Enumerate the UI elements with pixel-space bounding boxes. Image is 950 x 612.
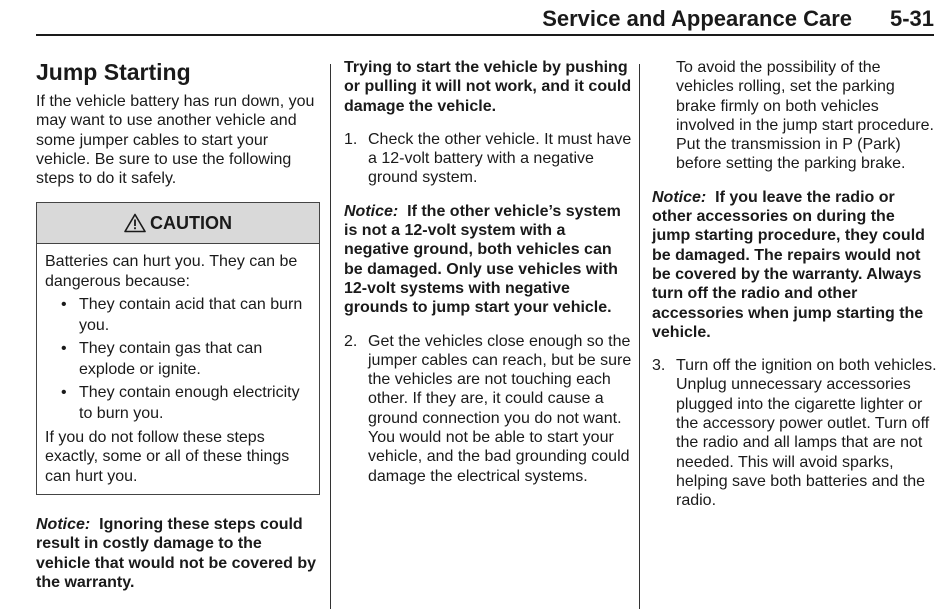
caution-bullet: • They contain acid that can burn you. (61, 296, 303, 335)
caution-title: CAUTION (150, 212, 232, 233)
notice-label: Notice: (344, 202, 399, 220)
notice-text: If the other vehicle’s system is not a 12-volt system with a negative ground, both vehicles can be damaged. Only use vehicles with 12-volt systems with negative grounds to jump start your vehicle. (344, 202, 621, 317)
step-number: 1. (344, 130, 358, 148)
notice-label: Notice: (652, 188, 707, 206)
step-2 (344, 332, 634, 486)
step-continuation: To avoid the possibility of the vehicles rolling, set the parking brake firmly on both vehicles involved in the jump start procedure. Put the transmission in P (Park) before setting the parking brake. (676, 59, 934, 173)
section-title: Service and Appearance Care (542, 6, 852, 31)
step-text: Get the vehicles close enough so the jumper cables can reach, but be sure the vehicles are not touching each other. If they are, it could cause a ground connection you do not want. You would not be able to start your vehicle, and the bad grounding could damage the electrical systems. (368, 332, 632, 485)
intro-paragraph: If the vehicle battery has run down, you may want to use another vehicle and some jumper cables to start your vehicle. Be sure to use the following steps to do it safely. (36, 93, 315, 188)
notice-label: Notice: (36, 515, 91, 533)
push-warning: Trying to start the vehicle by pushing or pulling it will not work, and it could damage the vehicle. (344, 59, 632, 115)
notice-text: Ignoring these steps could result in costly damage to the vehicle that would not be covered by the warranty. (36, 515, 317, 591)
column-3 (652, 58, 937, 511)
caution-list (45, 294, 311, 424)
step-number: 3. (652, 357, 666, 375)
step-1 (344, 130, 634, 188)
caution-header (37, 203, 319, 244)
page-header (36, 4, 934, 36)
caution-body (37, 244, 319, 493)
notice-text: If you leave the radio or other accessories on during the jump starting procedure, they could be damaged. The repairs would not be covered by the warranty. Always turn off the radio and other accessories when jump starting the vehicle. (652, 188, 925, 341)
step-number: 2. (344, 332, 358, 350)
step-3 (652, 356, 937, 510)
step-text: Check the other vehicle. It must have a 12-volt battery with a negative ground system. (368, 130, 632, 187)
column-1 (36, 58, 320, 592)
page-number: 5-31 (889, 6, 934, 31)
caution-box (36, 202, 320, 494)
warning-triangle-icon (124, 213, 146, 233)
column-divider (639, 64, 640, 609)
page-title: Jump Starting (36, 59, 191, 85)
caution-lead: Batteries can hurt you. They can be dangerous because: (45, 253, 298, 290)
column-divider (330, 64, 331, 609)
caution-bullet: • They contain enough electricity to burn you. (61, 384, 300, 423)
step-text: Turn off the ignition on both vehicles. Unplug unnecessary accessories plugged into the cigarette lighter or the accessory power outlet. Turn off the radio and all lamps that are not needed. This will avoid sparks, helping save both batteries and the radio. (676, 357, 937, 510)
notice-paragraph (344, 202, 634, 318)
notice-paragraph (36, 515, 320, 592)
caution-bullet: • They contain gas that can explode or ignite. (61, 340, 263, 379)
column-2 (344, 58, 634, 486)
notice-paragraph (652, 188, 937, 342)
caution-closing: If you do not follow these steps exactly, some or all of these things can hurt you. (45, 429, 290, 485)
